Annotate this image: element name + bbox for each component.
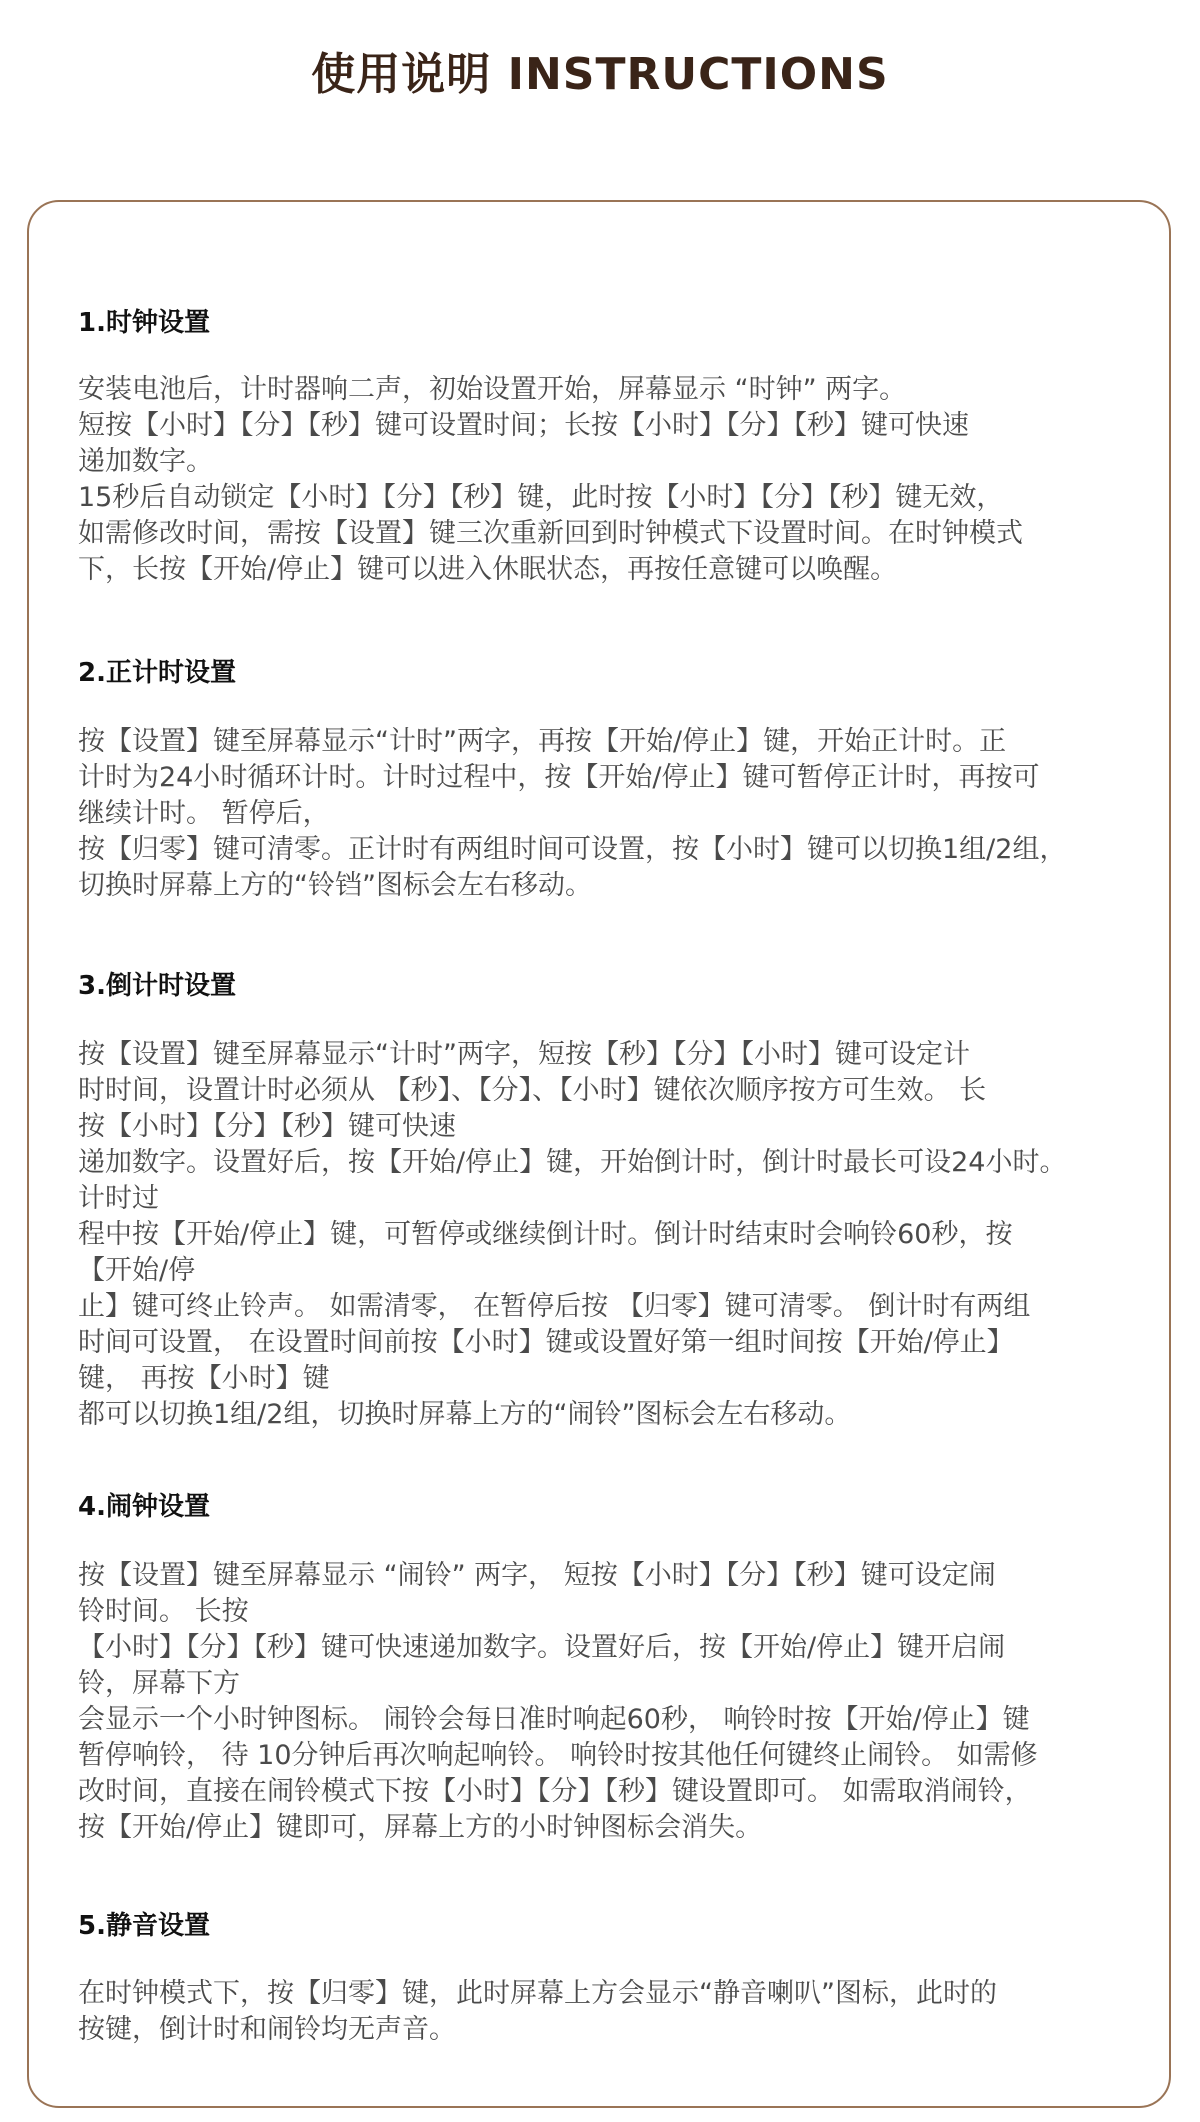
body-line: 按【设置】键至屏幕显示 “闹铃” 两字， 短按【小时】【分】【秒】键可设定闹: [78, 1560, 996, 1591]
section-heading: 5.静音设置: [78, 1911, 210, 1941]
body-line: 都可以切换1组/2组，切换时屏幕上方的“闹铃”图标会左右移动。: [78, 1399, 852, 1430]
section-heading: 2.正计时设置: [78, 658, 236, 688]
body-line: 按【归零】键可清零。正计时有两组时间可设置，按【小时】键可以切换1组/2组，: [78, 834, 1067, 865]
body-line: 铃，屏幕下方: [78, 1668, 240, 1699]
body-line: 暂停响铃， 待 10分钟后再次响起响铃。 响铃时按其他任何键终止闹铃。 如需修: [78, 1740, 1038, 1771]
body-line: 【开始/停: [78, 1255, 196, 1286]
section-body: [78, 1037, 1066, 1433]
body-line: 安装电池后，计时器响二声，初始设置开始，屏幕显示 “时钟” 两字。: [78, 374, 907, 405]
section-body: [78, 372, 1023, 588]
page-title: 使用说明 INSTRUCTIONS: [311, 49, 889, 100]
body-line: 按【开始/停止】键即可，屏幕上方的小时钟图标会消失。: [78, 1812, 763, 1843]
body-line: 继续计时。 暂停后，: [78, 798, 330, 829]
body-line: 15秒后自动锁定【小时】【分】【秒】键，此时按【小时】【分】【秒】键无效，: [78, 482, 1004, 513]
body-line: 止】键可终止铃声。 如需清零， 在暂停后按 【归零】键可清零。 倒计时有两组: [78, 1291, 1031, 1322]
body-line: 改时间，直接在闹铃模式下按【小时】【分】【秒】键设置即可。 如需取消闹铃，: [78, 1776, 1032, 1807]
body-line: 按【设置】键至屏幕显示“计时”两字，短按【秒】【分】【小时】键可设定计: [78, 1039, 970, 1070]
body-line: 递加数字。设置好后，按【开始/停止】键，开始倒计时，倒计时最长可设24小时。: [78, 1147, 1067, 1178]
section-heading: 4.闹钟设置: [78, 1492, 210, 1522]
section-body: [78, 1976, 997, 2048]
body-line: 按键，倒计时和闹铃均无声音。: [78, 2014, 456, 2045]
body-line: 下，长按【开始/停止】键可以进入休眠状态，再按任意键可以唤醒。: [78, 554, 898, 585]
section-count-up-setting: [78, 655, 1168, 901]
body-line: 递加数字。: [78, 446, 213, 477]
section-body: [78, 1558, 1038, 1846]
body-line: 在时钟模式下，按【归零】键，此时屏幕上方会显示“静音喇叭”图标，此时的: [78, 1978, 997, 2009]
section-mute-setting: [78, 1908, 1168, 2045]
body-line: 键， 再按【小时】键: [78, 1363, 330, 1394]
body-line: 铃时间。 长按: [78, 1596, 249, 1627]
body-line: 计时过: [78, 1183, 159, 1214]
body-line: 短按【小时】【分】【秒】键可设置时间；长按【小时】【分】【秒】键可快速: [78, 410, 969, 441]
body-line: 时间可设置， 在设置时间前按【小时】键或设置好第一组时间按【开始/停止】: [78, 1327, 1014, 1358]
section-heading: 1.时钟设置: [78, 308, 210, 338]
section-heading: 3.倒计时设置: [78, 971, 236, 1001]
section-body: [78, 724, 1066, 904]
body-line: 【小时】【分】【秒】键可快速递加数字。设置好后，按【开始/停止】键开启闹: [78, 1632, 1006, 1663]
body-line: 计时为24小时循环计时。计时过程中，按【开始/停止】键可暂停正计时，再按可: [78, 762, 1040, 793]
body-line: 会显示一个小时钟图标。 闹铃会每日准时响起60秒， 响铃时按【开始/停止】键: [78, 1704, 1030, 1735]
body-line: 时时间，设置计时必须从 【秒】、【分】、【小时】键依次顺序按方可生效。 长: [78, 1075, 987, 1106]
section-countdown-setting: [78, 968, 1168, 1430]
section-clock-setting: [78, 305, 1168, 585]
body-line: 按【设置】键至屏幕显示“计时”两字，再按【开始/停止】键，开始正计时。正: [78, 726, 1007, 757]
body-line: 按【小时】【分】【秒】键可快速: [78, 1111, 456, 1142]
body-line: 程中按【开始/停止】键，可暂停或继续倒计时。倒计时结束时会响铃60秒，按: [78, 1219, 1013, 1250]
body-line: 如需修改时间，需按【设置】键三次重新回到时钟模式下设置时间。在时钟模式: [78, 518, 1023, 549]
section-alarm-setting: [78, 1489, 1168, 1843]
body-line: 切换时屏幕上方的“铃铛”图标会左右移动。: [78, 870, 592, 901]
